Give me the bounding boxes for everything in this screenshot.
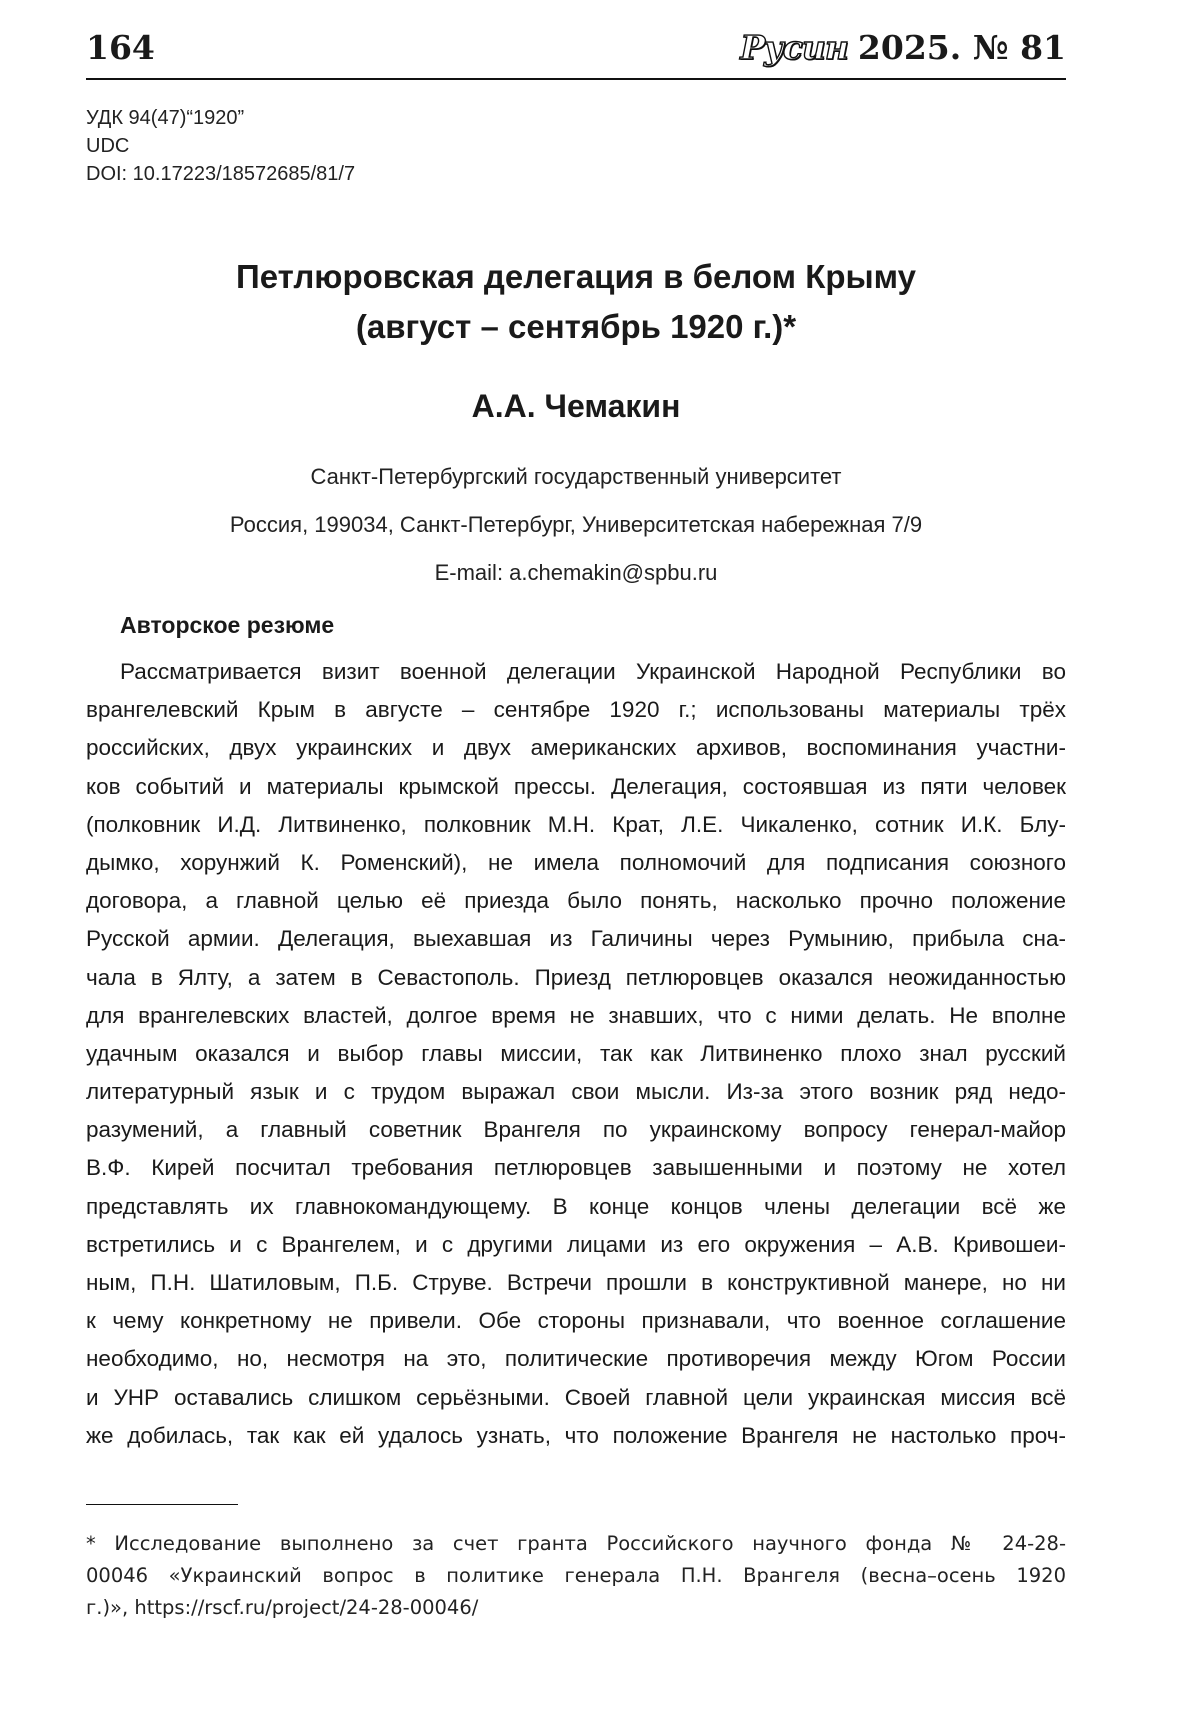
abstract-line: необходимо, но, несмотря на это, политические противоречия между Югом России [86,1346,1066,1372]
abstract-line: удачным оказался и выбор главы миссии, так как Литвиненко плохо знал русский [86,1040,1066,1066]
footnote-line: г.)», https://rscf.ru/project/24-28-00046/ [86,1596,479,1619]
abstract-line: для врангелевских властей, долгое время не знавших, что с ними делать. Не вполне [86,1002,1066,1028]
identifiers [86,104,355,188]
abstract-line: представлять их главнокомандующему. В конце концов члены делегации всё же [86,1193,1066,1219]
footnote-line: * Исследование выполнено за счет гранта Российского научного фонда № 24-28- [86,1532,1066,1555]
doi: DOI: 10.17223/18572685/81/7 [86,163,356,185]
affiliation: Санкт-Петербургский государственный университет [310,464,842,489]
email: E-mail: a.chemakin@spbu.ru [434,560,718,585]
footnote-rule [86,1504,238,1505]
abstract-body [86,653,1066,1455]
title-line: Петлюровская делегация в белом Крыму [235,258,917,295]
abstract-line: дымко, хорунжий К. Роменский), не имела полномочий для подписания союзного [86,849,1066,875]
header-rule [86,78,1066,80]
abstract-line: к чему конкретному не привели. Обе стороны признавали, что военное соглашение [86,1308,1066,1334]
abstract-line: договора, а главной целью её приезда было понять, насколько прочно положение [86,888,1066,914]
abstract-line: Русской армии. Делегация, выехавшая из Галичины через Румынию, прибыла сна- [86,926,1066,952]
abstract-line: ным, П.Н. Шатиловым, П.Б. Струве. Встречи прошли в конструктивной манере, но ни [86,1270,1066,1295]
abstract-line: же добилась, так как ей удалось узнать, что положение Врангеля не настолько проч- [86,1422,1066,1448]
abstract-line: литературный язык и с трудом выражал свои мысли. Из-за этого возник ряд недо- [86,1079,1066,1105]
footnote-line: 00046 «Украинский вопрос в политике генерала П.Н. Врангеля (весна–осень 1920 [86,1564,1066,1587]
abstract-line: разумений, а главный советник Врангеля по украинскому вопросу генерал-майор [86,1117,1066,1143]
page-number: 164 [86,28,155,67]
journal-logo: Русин [740,28,848,67]
author-affiliation-block [86,453,1066,597]
address: Россия, 199034, Санкт-Петербург, Университетская набережная 7/9 [229,512,923,537]
abstract-line: встретились и с Врангелем, и с другими лицами из его окружения – А.В. Кривошеи- [86,1231,1066,1257]
udc-code: UDC [86,135,130,157]
article-title [86,252,1066,352]
udk-code: УДК 94(47)“1920” [86,107,245,129]
abstract-line: В.Ф. Кирей посчитал требования петлюровцев завышенными и поэтому не хотел [86,1155,1066,1181]
abstract-line: ков событий и материалы крымской прессы. Делегация, состоявшая из пяти человек [86,773,1066,799]
abstract-line: врангелевский Крым в августе – сентябре 1920 г.; использованы материалы трёх [86,697,1066,723]
journal-title [740,28,1066,67]
title-line: (август – сентябрь 1920 г.)* [355,308,797,345]
abstract-heading: Авторское резюме [120,612,335,638]
abstract-line: и УНР оставались слишком серьёзными. Своей главной цели украинская миссия всё [86,1384,1066,1410]
journal-issue: 2025. № 81 [857,28,1066,67]
abstract-line: чала в Ялту, а затем в Севастополь. Приезд петлюровцев оказался неожиданностью [86,964,1066,990]
abstract-line: российских, двух украинских и двух американских архивов, воспоминания участни- [86,735,1066,761]
running-header [86,28,1066,80]
abstract-line: Рассматривается визит военной делегации Украинской Народной Республики во [120,659,1066,684]
author-name: А.А. Чемакин [471,388,681,424]
abstract-line: (полковник И.Д. Литвиненко, полковник М.Н. Крат, Л.Е. Чикаленко, сотник И.К. Блу- [86,811,1066,837]
footnote [86,1528,1066,1624]
